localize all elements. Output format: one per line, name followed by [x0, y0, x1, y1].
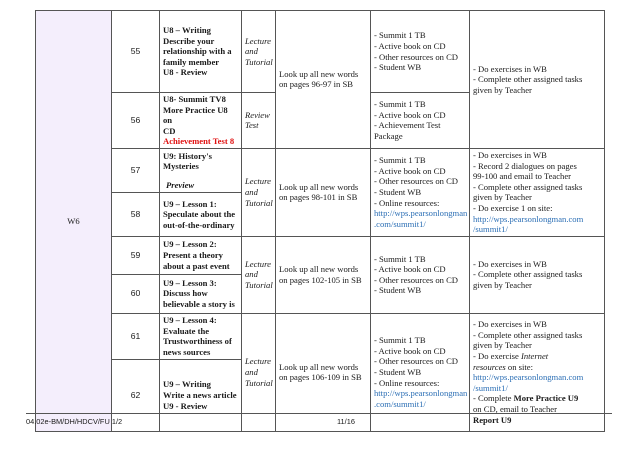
lesson-number: 58: [112, 193, 160, 236]
task-link[interactable]: /summit1/: [473, 382, 508, 393]
task-link[interactable]: http://wps.pearsonlongman.com: [473, 372, 584, 383]
vocabulary-task: Look up all new words on pages 96-97 in SB: [276, 11, 371, 149]
lesson-number: 56: [112, 93, 160, 149]
teaching-method: Lecture and Tutorial: [242, 313, 276, 431]
lesson-number: 55: [112, 11, 160, 93]
homework-cell: - Do exercises in WB - Record 2 dialogues on pages 99-100 and email to Teacher - Complete other assigned tasks given by Teacher - Do exercise 1 on site: http://wps.pearsonlongman.com /summit1/: [470, 148, 605, 236]
page-footer: [26, 413, 612, 426]
lesson-title: U9 – Lesson 3: Discuss how believable a story is: [160, 274, 242, 313]
page-number: 11/16: [337, 417, 355, 426]
table-row: [36, 236, 605, 274]
lesson-title: U9 – Lesson 4: Evaluate the Trustworthiness of news sources: [160, 313, 242, 359]
table-row: [36, 313, 605, 359]
lesson-number: 57: [112, 148, 160, 192]
resource-link[interactable]: .com/summit1/: [374, 218, 426, 229]
lesson-title: U8 – Writing Describe your relationship with a family member U8 - Review: [160, 11, 242, 93]
lesson-number: 62: [112, 359, 160, 431]
table-row: [36, 148, 605, 192]
lesson-title: U9 – Lesson 1: Speculate about the out-of-the-ordinary: [160, 193, 242, 236]
teaching-method: Lecture and Tutorial: [242, 11, 276, 93]
resources-cell: - Summit 1 TB - Active book on CD - Other resources on CD - Student WB: [371, 11, 470, 93]
resources-cell: - Summit 1 TB - Active book on CD - Achievement Test Package: [371, 93, 470, 149]
week-cell: W6: [36, 11, 112, 432]
lesson-number: 61: [112, 313, 160, 359]
task-link[interactable]: /summit1/: [473, 224, 508, 235]
resources-cell: - Summit 1 TB - Active book on CD - Other resources on CD - Student WB - Online resources: http://wps.pearsonlongman .com/summit1/: [371, 313, 470, 431]
vocabulary-task: Look up all new words on pages 106-109 in SB: [276, 313, 371, 431]
lesson-title: U9 – Lesson 2: Present a theory about a past event: [160, 236, 242, 274]
lesson-title: U9 – Writing Write a news article U9 - Review: [160, 359, 242, 431]
lesson-title: U8- Summit TV8 More Practice U8 on CD Achievement Test 8: [160, 93, 242, 149]
resource-link[interactable]: http://wps.pearsonlongman: [374, 388, 468, 399]
teaching-method: Lecture and Tutorial: [242, 236, 276, 313]
vocabulary-task: Look up all new words on pages 98-101 in SB: [276, 148, 371, 236]
lesson-title: U9: History's Mysteries Preview: [160, 148, 242, 192]
homework-cell: - Do exercises in WB - Complete other assigned tasks given by Teacher - Do exercise Internet resources on site: http://wps.pearsonlongman.com /summit1/ - Complete More Practice U9 on CD, email to Teacher Report U9: [470, 313, 605, 431]
homework-cell: - Do exercises in WB - Complete other assigned tasks given by Teacher: [470, 236, 605, 313]
resource-link[interactable]: http://wps.pearsonlongman: [374, 208, 468, 219]
resources-cell: - Summit 1 TB - Active book on CD - Other resources on CD - Student WB: [371, 236, 470, 313]
teaching-method: Review Test: [242, 93, 276, 149]
vocabulary-task: Look up all new words on pages 102-105 in SB: [276, 236, 371, 313]
lesson-number: 59: [112, 236, 160, 274]
resources-cell: - Summit 1 TB - Active book on CD - Other resources on CD - Student WB - Online resources: http://wps.pearsonlongman .com/summit1/: [371, 148, 470, 236]
lesson-number: 60: [112, 274, 160, 313]
syllabus-table: [35, 10, 605, 432]
task-link[interactable]: http://wps.pearsonlongman.com: [473, 213, 584, 224]
resource-link[interactable]: .com/summit1/: [374, 398, 426, 409]
homework-cell: - Do exercises in WB - Complete other assigned tasks given by Teacher: [470, 11, 605, 149]
table-row: [36, 11, 605, 93]
teaching-method: Lecture and Tutorial: [242, 148, 276, 236]
document-code: 04.02e-BM/DH/HDCV/FU 1/2: [26, 417, 123, 426]
